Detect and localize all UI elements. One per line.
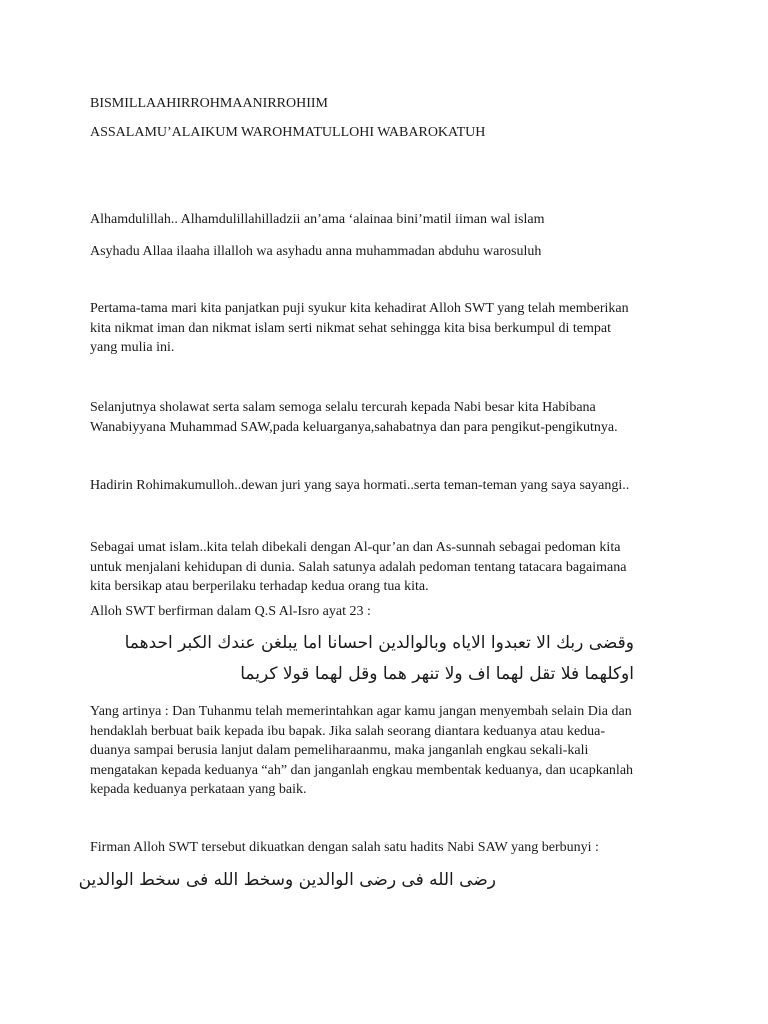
paragraph-line: kita bersikap atau berperilaku terhadap kedua orang tua kita. xyxy=(90,579,429,595)
paragraph-line: untuk menjalani kehidupan di dunia. Salah satunya adalah pedoman tentang tatacara bagaimana xyxy=(90,559,627,575)
paragraph-line: duanya sampai berusia lanjut dalam pemeliharaanmu, maka janganlah engkau sekali-kali xyxy=(90,743,589,759)
paragraph-pertama xyxy=(90,299,690,358)
paragraph-artinya xyxy=(90,702,690,800)
paragraph-line: Selanjutnya sholawat serta salam semoga selalu tercurah kepada Nabi besar kita Habibana xyxy=(90,400,596,415)
paragraph-line: Yang artinya : Dan Tuhanmu telah memerintahkan agar kamu jangan menyembah selain Dia dan xyxy=(90,704,632,719)
ayat-arabic-line-1: وقضى ربك الا تعبدوا الاياه وبالوالدين احسانا اما يبلغن عندك الكبر احدهما xyxy=(124,633,634,653)
paragraph-line: hendaklah berbuat baik kepada ibu bapak. Jika salah seorang diantara keduanya atau kedua- xyxy=(90,723,606,739)
paragraph-line: kita nikmat iman dan nikmat islam serti nikmat sehat sehingga kita bisa berkumpul di tempat xyxy=(90,320,612,336)
paragraph-umat xyxy=(90,538,690,597)
firman-intro-line: Alloh SWT berfirman dalam Q.S Al-Isro ayat 23 : xyxy=(90,604,371,619)
salam-line: ASSALAMU’ALAIKUM WAROHMATULLOHI WABAROKATUH xyxy=(90,125,486,140)
paragraph-sholawat xyxy=(90,398,690,437)
syahadat-line: Asyhadu Allaa ilaaha illalloh wa asyhadu anna muhammadan abduhu warosuluh xyxy=(90,244,542,259)
hamdalah-line: Alhamdulillah.. Alhamdulillahilladzii an’ama ‘alainaa bini’matil iiman wal islam xyxy=(90,212,545,227)
hadits-arabic-line: رضى الله فى رضى الوالدين وسخط الله فى سخط الوالدين xyxy=(78,870,496,890)
paragraph-line: kepada keduanya perkataan yang baik. xyxy=(90,782,307,798)
paragraph-line: yang mulia ini. xyxy=(90,340,175,356)
bismillah-line: BISMILLAAHIRROHMAANIRROHIIM xyxy=(90,96,328,111)
ayat-arabic-line-2: اوكلهما فلا تقل لهما اف ولا تنهر هما وقل لهما قولا كريما xyxy=(240,664,634,684)
paragraph-line: Sebagai umat islam..kita telah dibekali dengan Al-qur’an dan As-sunnah sebagai pedoman kita xyxy=(90,540,621,555)
hadits-intro-line: Firman Alloh SWT tersebut dikuatkan dengan salah satu hadits Nabi SAW yang berbunyi : xyxy=(90,840,599,855)
paragraph-line: mengatakan kepada keduanya “ah” dan janganlah engkau membentak keduanya, dan ucapkanlah xyxy=(90,762,634,778)
hadirin-line: Hadirin Rohimakumulloh..dewan juri yang saya hormati..serta teman-teman yang saya sayangi.. xyxy=(90,478,630,493)
paragraph-line: Wanabiyyana Muhammad SAW,pada keluarganya,sahabatnya dan para pengikut-pengikutnya. xyxy=(90,419,618,435)
paragraph-line: Pertama-tama mari kita panjatkan puji syukur kita kehadirat Alloh SWT yang telah memberikan xyxy=(90,301,629,316)
